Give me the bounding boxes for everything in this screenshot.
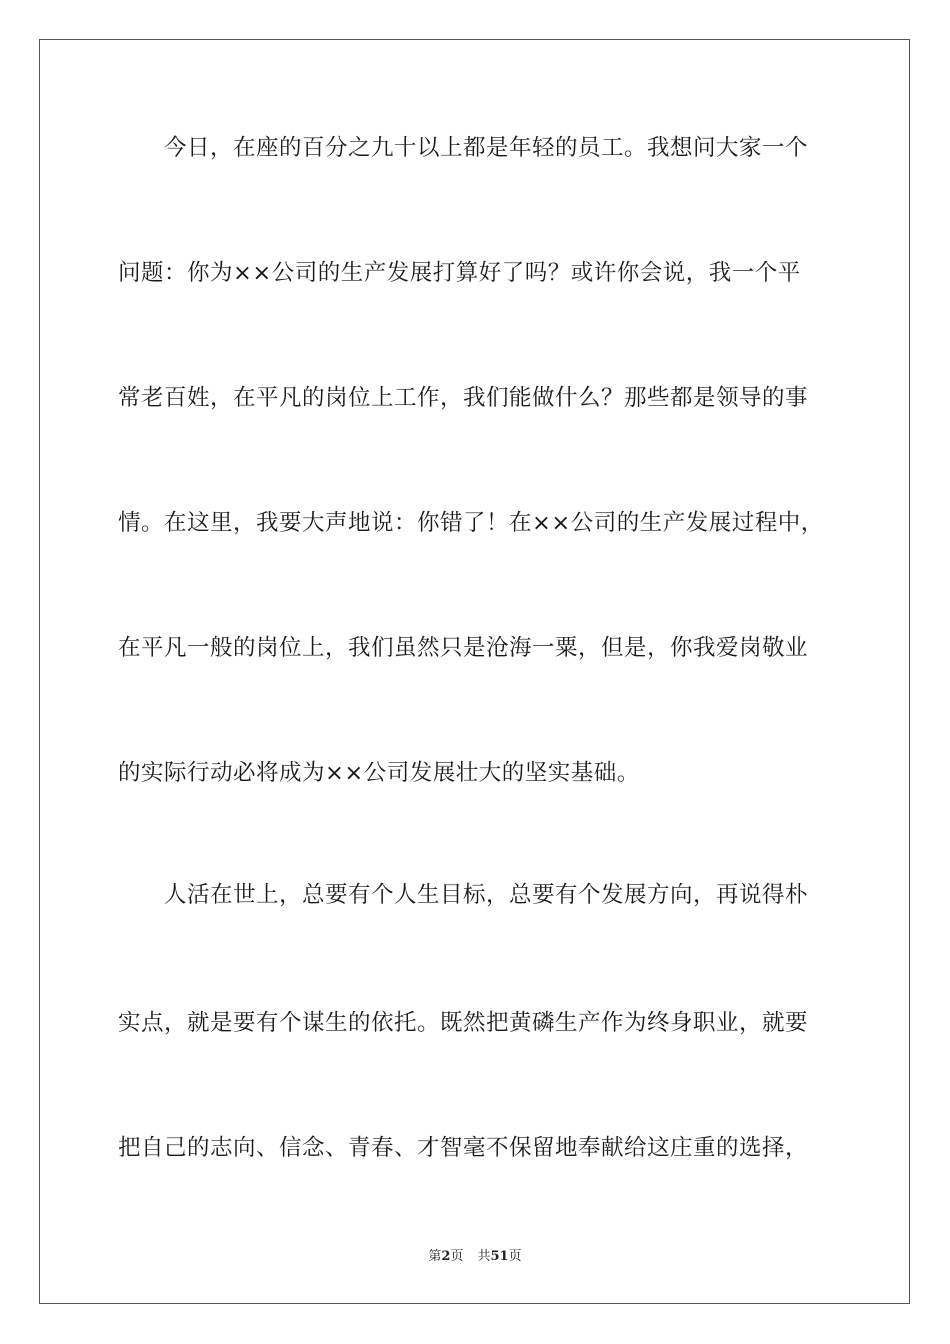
paragraph-2-line-3: 把自己的志向、信念、青春、才智毫不保留地奉献给这庄重的选择， <box>118 1135 809 1161</box>
page-footer <box>0 1248 950 1266</box>
page-prefix: 第 <box>428 1249 442 1264</box>
page-number: 2 <box>441 1249 451 1264</box>
paragraph-1-line-2: 问题：你为××公司的生产发展打算好了吗？或许你会说，我一个平 <box>118 260 801 286</box>
paragraph-2-line-1: 人活在世上，总要有个人生目标，总要有个发展方向，再说得朴 <box>164 882 809 908</box>
paragraph-1-line-6: 的实际行动必将成为××公司发展壮大的坚实基础。 <box>118 760 640 786</box>
page-suffix: 页 <box>450 1249 464 1264</box>
total-suffix: 页 <box>508 1249 522 1264</box>
page-border <box>39 39 910 1304</box>
total-pages: 51 <box>490 1249 509 1264</box>
paragraph-1-line-3: 常老百姓，在平凡的岗位上工作，我们能做什么？那些都是领导的事 <box>118 385 809 411</box>
paragraph-2-line-2: 实点，就是要有个谋生的依托。既然把黄磷生产作为终身职业，就要 <box>118 1010 809 1036</box>
paragraph-1-line-4: 情。在这里，我要大声地说：你错了！在××公司的生产发展过程中， <box>118 510 824 536</box>
paragraph-1-line-1: 今日，在座的百分之九十以上都是年轻的员工。我想问大家一个 <box>164 135 809 161</box>
total-prefix: 共 <box>477 1249 491 1264</box>
paragraph-1-line-5: 在平凡一般的岗位上，我们虽然只是沧海一粟，但是，你我爱岗敬业 <box>118 635 809 661</box>
